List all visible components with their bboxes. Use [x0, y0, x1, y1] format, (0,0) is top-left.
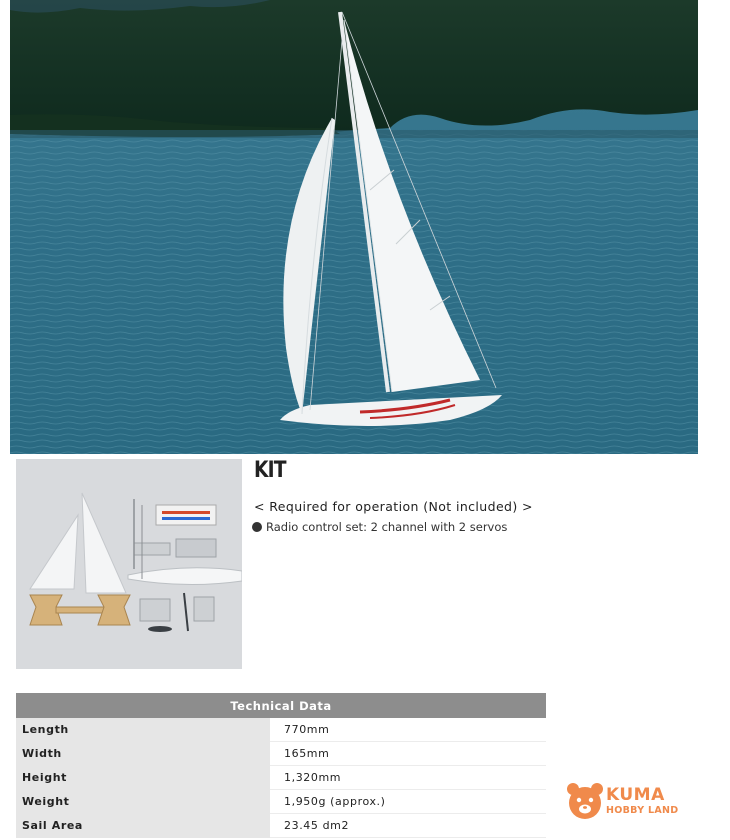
- spec-label: Length: [16, 718, 270, 742]
- spec-value: 23.45 dm2: [270, 814, 546, 838]
- bear-icon: [565, 781, 605, 821]
- spec-value: 1,950g (approx.): [270, 790, 546, 814]
- kuma-hobby-land-logo: [565, 781, 685, 821]
- spec-label: Weight: [16, 790, 270, 814]
- table-row: [16, 814, 546, 838]
- table-row: [16, 742, 546, 766]
- table-row: [16, 790, 546, 814]
- spec-label: Height: [16, 766, 270, 790]
- spec-label: Width: [16, 742, 270, 766]
- spec-value: 165mm: [270, 742, 546, 766]
- spec-value: 770mm: [270, 718, 546, 742]
- hero-sailboat-photo: [10, 0, 698, 454]
- logo-name: KUMA: [606, 785, 665, 805]
- table-header: Technical Data: [16, 693, 546, 718]
- required-heading: < Required for operation (Not included) >: [254, 499, 533, 514]
- kit-contents-photo: [16, 459, 242, 669]
- technical-data-table: [16, 693, 546, 838]
- bullet-icon: [252, 522, 262, 532]
- table-row: [16, 718, 546, 742]
- kit-title: KIT: [254, 458, 286, 483]
- logo-subtitle: HOBBY LAND: [606, 805, 679, 816]
- required-item: [252, 520, 507, 534]
- spec-label: Sail Area: [16, 814, 270, 838]
- spec-value: 1,320mm: [270, 766, 546, 790]
- table-header-row: [16, 693, 546, 718]
- required-item-text: Radio control set: 2 channel with 2 servos: [266, 520, 508, 534]
- table-row: [16, 766, 546, 790]
